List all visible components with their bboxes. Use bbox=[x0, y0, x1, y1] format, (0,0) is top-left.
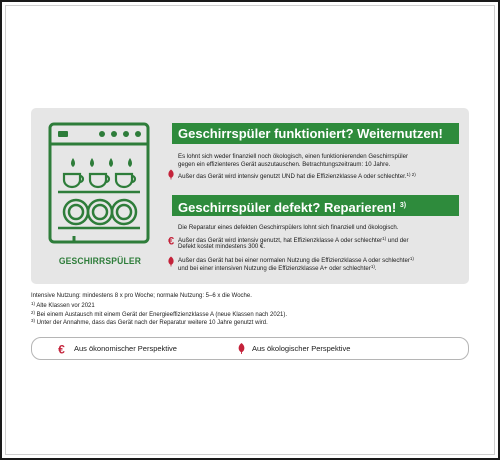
leaf-icon bbox=[236, 342, 247, 355]
section2-bullet-eco-line1: Außer das Gerät hat bei einer normalen Nutzung die Effizienzklasse A oder schlechter$^{1)}$ bbox=[178, 256, 414, 264]
legend bbox=[31, 337, 469, 360]
section1-title: Geschirrspüler funktioniert? Weiternutzen! bbox=[172, 123, 459, 144]
leaf-icon bbox=[166, 256, 176, 267]
appliance-label: GESCHIRRSPÜLER bbox=[58, 256, 142, 267]
svg-text:€: € bbox=[58, 343, 65, 355]
section1-intro-line2: gegen ein effizienteres Gerät auszutauschen. Betrachtungszeitraum: 10 Jahre. bbox=[178, 161, 391, 168]
note-usage: Intensive Nutzung: mindestens 8 x pro Woche; normale Nutzung: 5–6 x die Woche. bbox=[31, 293, 252, 299]
euro-icon bbox=[166, 235, 176, 246]
note-1: $^{1)}$ Alte Klassen vor 2021 bbox=[31, 301, 95, 310]
section1-bullet-eco: Außer das Gerät wird intensiv genutzt UND hat die Effizienzklasse A oder schlechter.$^{1) 2)}$ bbox=[178, 172, 416, 180]
legend-ecologic: Aus ökologischer Perspektive bbox=[252, 344, 351, 353]
svg-text:€: € bbox=[167, 235, 175, 246]
leaf-icon bbox=[166, 169, 176, 180]
section2-bullet-eco-line2: und bei einer intensiven Nutzung die Effizienzklasse A+ oder schlechter$^{1)}$. bbox=[178, 264, 377, 272]
euro-icon bbox=[56, 343, 67, 355]
section2-bullet-money-line2: Defekt kostet mindestens 300 €. bbox=[178, 243, 266, 250]
section1-intro-line1: Es lohnt sich weder finanziell noch ökologisch, einen funktionierenden Geschirrspüler bbox=[178, 153, 409, 160]
legend-economic: Aus ökonomischer Perspektive bbox=[74, 344, 177, 353]
section2-title: Geschirrspüler defekt? Reparieren! $^{3)}$ bbox=[172, 195, 459, 216]
note-3: $^{3)}$ Unter der Annahme, dass das Gerät nach der Reparatur weitere 10 Jahre genutzt wird. bbox=[31, 318, 268, 327]
section2-bullet-money-line1: Außer das Gerät wird intensiv genutzt, hat Effizienzklasse A oder schlechter$^{1)}$ und der bbox=[178, 236, 409, 244]
section2-intro: Die Reparatur eines defekten Geschirrspülers lohnt sich finanziell und ökologisch. bbox=[178, 224, 399, 231]
footnotes bbox=[31, 292, 287, 326]
note-2: $^{2)}$ Bei einem Austausch mit einem Gerät der Energieeffizienzklasse A (neue Klassen nach 2021). bbox=[31, 309, 288, 318]
dishwasher-icon bbox=[40, 120, 158, 246]
